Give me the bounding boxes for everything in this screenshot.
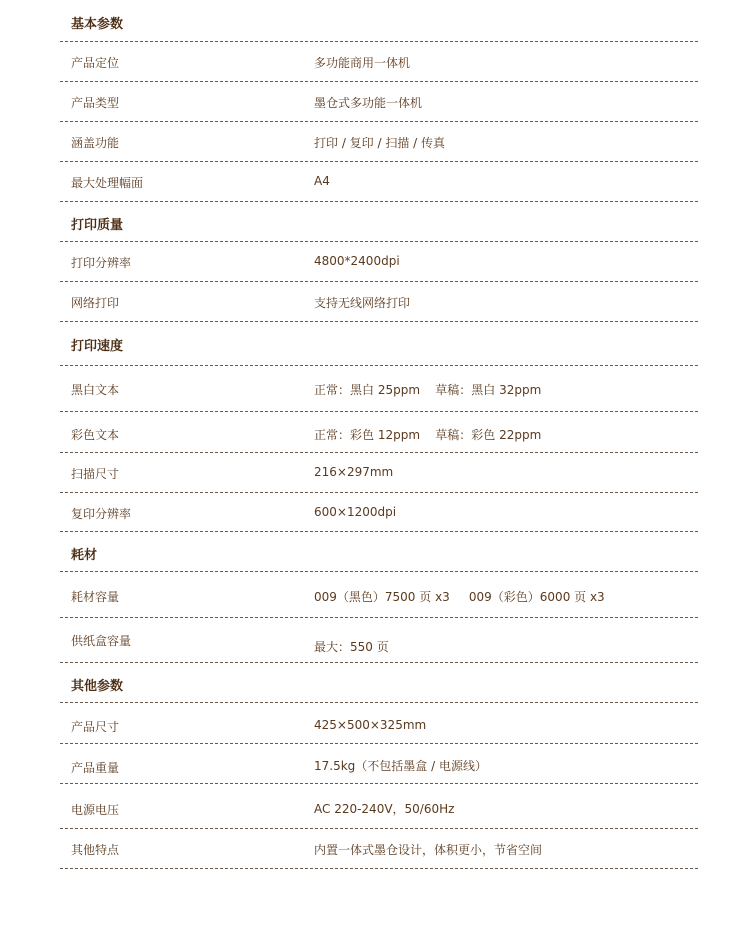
row-label: 产品定位 — [71, 56, 120, 70]
row-value: 009（黑色）7500 页 x3 009（彩色）6000 页 x3 — [314, 590, 605, 604]
row-value: 216×297mm — [314, 465, 394, 479]
table-row — [60, 242, 698, 282]
row-value: 内置一体式墨仓设计，体积更小，节省空间 — [314, 843, 543, 857]
row-value: 425×500×325mm — [314, 718, 427, 732]
row-value: 正常：黑白 25ppm 草稿：黑白 32ppm — [314, 383, 542, 397]
section-header — [60, 532, 698, 572]
row-value: 墨仓式多功能一体机 — [314, 96, 423, 110]
section-title: 耗材 — [71, 548, 98, 563]
row-value: 正常：彩色 12ppm 草稿：彩色 22ppm — [314, 428, 542, 442]
table-row — [60, 162, 698, 202]
section-header — [60, 202, 698, 242]
row-label: 电源电压 — [71, 803, 120, 817]
table-row — [60, 42, 698, 82]
row-value: 打印 / 复印 / 扫描 / 传真 — [314, 136, 446, 150]
row-label: 彩色文本 — [71, 428, 120, 442]
row-value: 600×1200dpi — [314, 505, 397, 519]
row-label: 扫描尺寸 — [71, 467, 120, 481]
table-row — [60, 493, 698, 532]
row-label: 其他特点 — [71, 843, 120, 857]
table-row — [60, 572, 698, 618]
section-title: 打印速度 — [71, 339, 124, 354]
row-value: 多功能商用一体机 — [314, 56, 411, 70]
section-header — [60, 322, 698, 366]
section-title: 其他参数 — [71, 679, 124, 694]
row-value: A4 — [314, 174, 330, 188]
section-header — [60, 663, 698, 703]
table-row — [60, 453, 698, 493]
table-row — [60, 618, 698, 663]
table-row — [60, 829, 698, 869]
table-row — [60, 412, 698, 453]
table-row — [60, 122, 698, 162]
row-value: 17.5kg（不包括墨盒 / 电源线） — [314, 759, 487, 773]
row-label: 产品类型 — [71, 96, 120, 110]
row-value: 最大：550 页 — [314, 640, 389, 654]
row-label: 黑白文本 — [71, 383, 120, 397]
table-row — [60, 366, 698, 412]
table-row — [60, 744, 698, 784]
table-row — [60, 82, 698, 122]
row-label: 耗材容量 — [71, 590, 120, 604]
row-label: 供纸盒容量 — [71, 634, 132, 648]
section-title: 基本参数 — [71, 17, 124, 32]
row-value: AC 220-240V，50/60Hz — [314, 802, 455, 816]
table-row — [60, 282, 698, 322]
row-label: 涵盖功能 — [71, 136, 120, 150]
row-label: 最大处理幅面 — [71, 176, 144, 190]
spec-table — [60, 0, 698, 869]
row-label: 打印分辨率 — [71, 256, 132, 270]
row-value: 4800*2400dpi — [314, 254, 400, 268]
row-value: 支持无线网络打印 — [314, 296, 411, 310]
row-label: 产品重量 — [71, 761, 120, 775]
section-title: 打印质量 — [71, 218, 124, 233]
table-row — [60, 784, 698, 829]
table-row — [60, 703, 698, 744]
row-label: 产品尺寸 — [71, 720, 120, 734]
section-header — [60, 0, 698, 42]
row-label: 复印分辨率 — [71, 507, 132, 521]
row-label: 网络打印 — [71, 296, 120, 310]
